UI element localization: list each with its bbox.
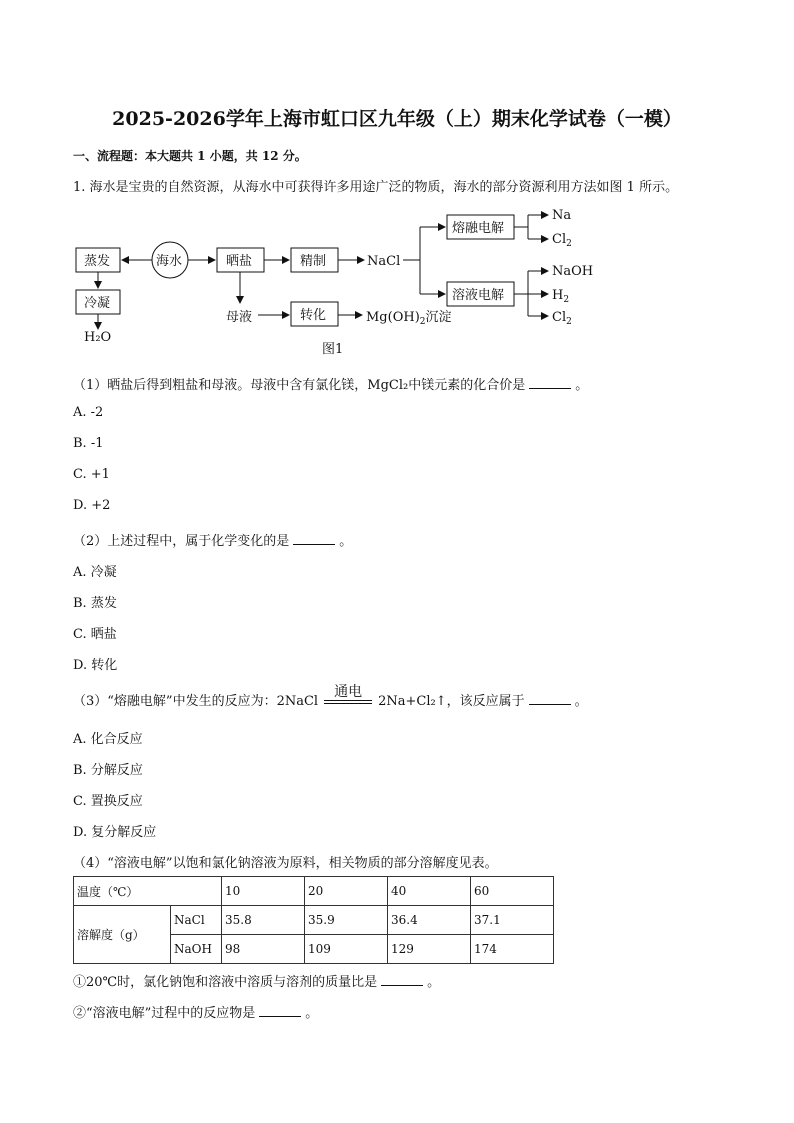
page-title: 2025-2026学年上海市虹口区九年级（上）期末化学试卷（一模）: [112, 108, 682, 130]
refine-label: 精制: [300, 254, 327, 269]
solution-label: 溶液电解: [452, 288, 505, 303]
convert-label: 转化: [300, 308, 327, 323]
evaporate-label: 蒸发: [84, 254, 111, 269]
q3-stem: （3）“熔融电解”中发生的反应为：2NaCl 通电 2Na+Cl₂↑，该反应属于 。: [73, 683, 588, 709]
q4-sub2: ②“溶液电解”过程中的反应物是 。: [73, 1006, 319, 1021]
answer-blank[interactable]: [259, 1004, 301, 1017]
solubility-table: [73, 876, 554, 964]
seawater-label: 海水: [156, 254, 183, 269]
table-row: [74, 877, 554, 906]
q2-stem: （2）上述过程中，属于化学变化的是 。: [73, 534, 353, 549]
table-cell: 60: [471, 877, 554, 906]
figure-caption: 图1: [322, 342, 344, 355]
na-label: Na: [552, 208, 572, 223]
table-cell: 40: [388, 877, 471, 906]
table-cell: 20: [305, 877, 388, 906]
sun-salt-label: 晒盐: [226, 254, 253, 269]
q1-stem: （1）晒盐后得到粗盐和母液。母液中含有氯化镁，MgCl₂中镁元素的化合价是 。: [73, 378, 589, 393]
q2-option-b[interactable]: B. 蒸发: [73, 596, 117, 611]
table-cell: 129: [388, 935, 471, 964]
q3-option-c[interactable]: C. 置换反应: [73, 794, 143, 809]
molten-label: 熔融电解: [452, 221, 505, 236]
condense-label: 冷凝: [84, 296, 111, 311]
q1-option-b[interactable]: B. -1: [73, 436, 104, 451]
q4-stem: （4）“溶液电解”以饱和氯化钠溶液为原料，相关物质的部分溶解度见表。: [73, 856, 498, 871]
table-cell: 174: [471, 935, 554, 964]
cl2-top-label: $Cl_2$: [552, 232, 572, 249]
q1-option-c[interactable]: C. +1: [73, 467, 110, 482]
mother-liquor-label: 母液: [226, 310, 253, 325]
section-heading: 一、流程题：本大题共 1 小题，共 12 分。: [73, 149, 307, 163]
table-cell: 35.8: [222, 906, 305, 935]
solubility-header: 溶解度（g）: [74, 906, 171, 964]
table-row: [74, 906, 554, 935]
q1-option-a[interactable]: A. -2: [73, 405, 104, 420]
h2o-label: H₂O: [84, 330, 112, 345]
nacl-label: NaCl: [367, 254, 401, 269]
question-intro: 1. 海水是宝贵的自然资源，从海水中可获得许多用途广泛的物质，海水的部分资源利用方法如图 1 所示。: [73, 180, 679, 195]
mgoh-label: $Mg(OH)_2$沉淀: [366, 310, 452, 327]
answer-blank[interactable]: [381, 973, 423, 986]
table-cell: 109: [305, 935, 388, 964]
table-cell: 98: [222, 935, 305, 964]
q3-option-b[interactable]: B. 分解反应: [73, 763, 143, 778]
h2-label: $H_2$: [552, 288, 570, 305]
table-cell: NaOH: [171, 935, 222, 964]
temp-header: 温度（℃）: [74, 877, 222, 906]
naoh-label: NaOH: [552, 264, 594, 279]
q2-option-c[interactable]: C. 晒盐: [73, 627, 117, 642]
table-cell: 37.1: [471, 906, 554, 935]
q3-option-d[interactable]: D. 复分解反应: [73, 825, 157, 840]
reaction-condition: 通电: [324, 695, 372, 709]
table-cell: NaCl: [171, 906, 222, 935]
answer-blank[interactable]: [529, 692, 571, 705]
table-cell: 35.9: [305, 906, 388, 935]
table-cell: 36.4: [388, 906, 471, 935]
q3-option-a[interactable]: A. 化合反应: [73, 732, 143, 747]
q2-option-a[interactable]: A. 冷凝: [73, 565, 117, 580]
flow-diagram: [70, 205, 630, 355]
answer-blank[interactable]: [293, 532, 335, 545]
table-cell: 10: [222, 877, 305, 906]
answer-blank[interactable]: [529, 376, 571, 389]
q4-sub1: ①20℃时，氯化钠饱和溶液中溶质与溶剂的质量比是 。: [73, 975, 441, 990]
q1-option-d[interactable]: D. +2: [73, 498, 111, 513]
cl2-bottom-label: $Cl_2$: [552, 310, 572, 327]
q2-option-d[interactable]: D. 转化: [73, 658, 118, 673]
